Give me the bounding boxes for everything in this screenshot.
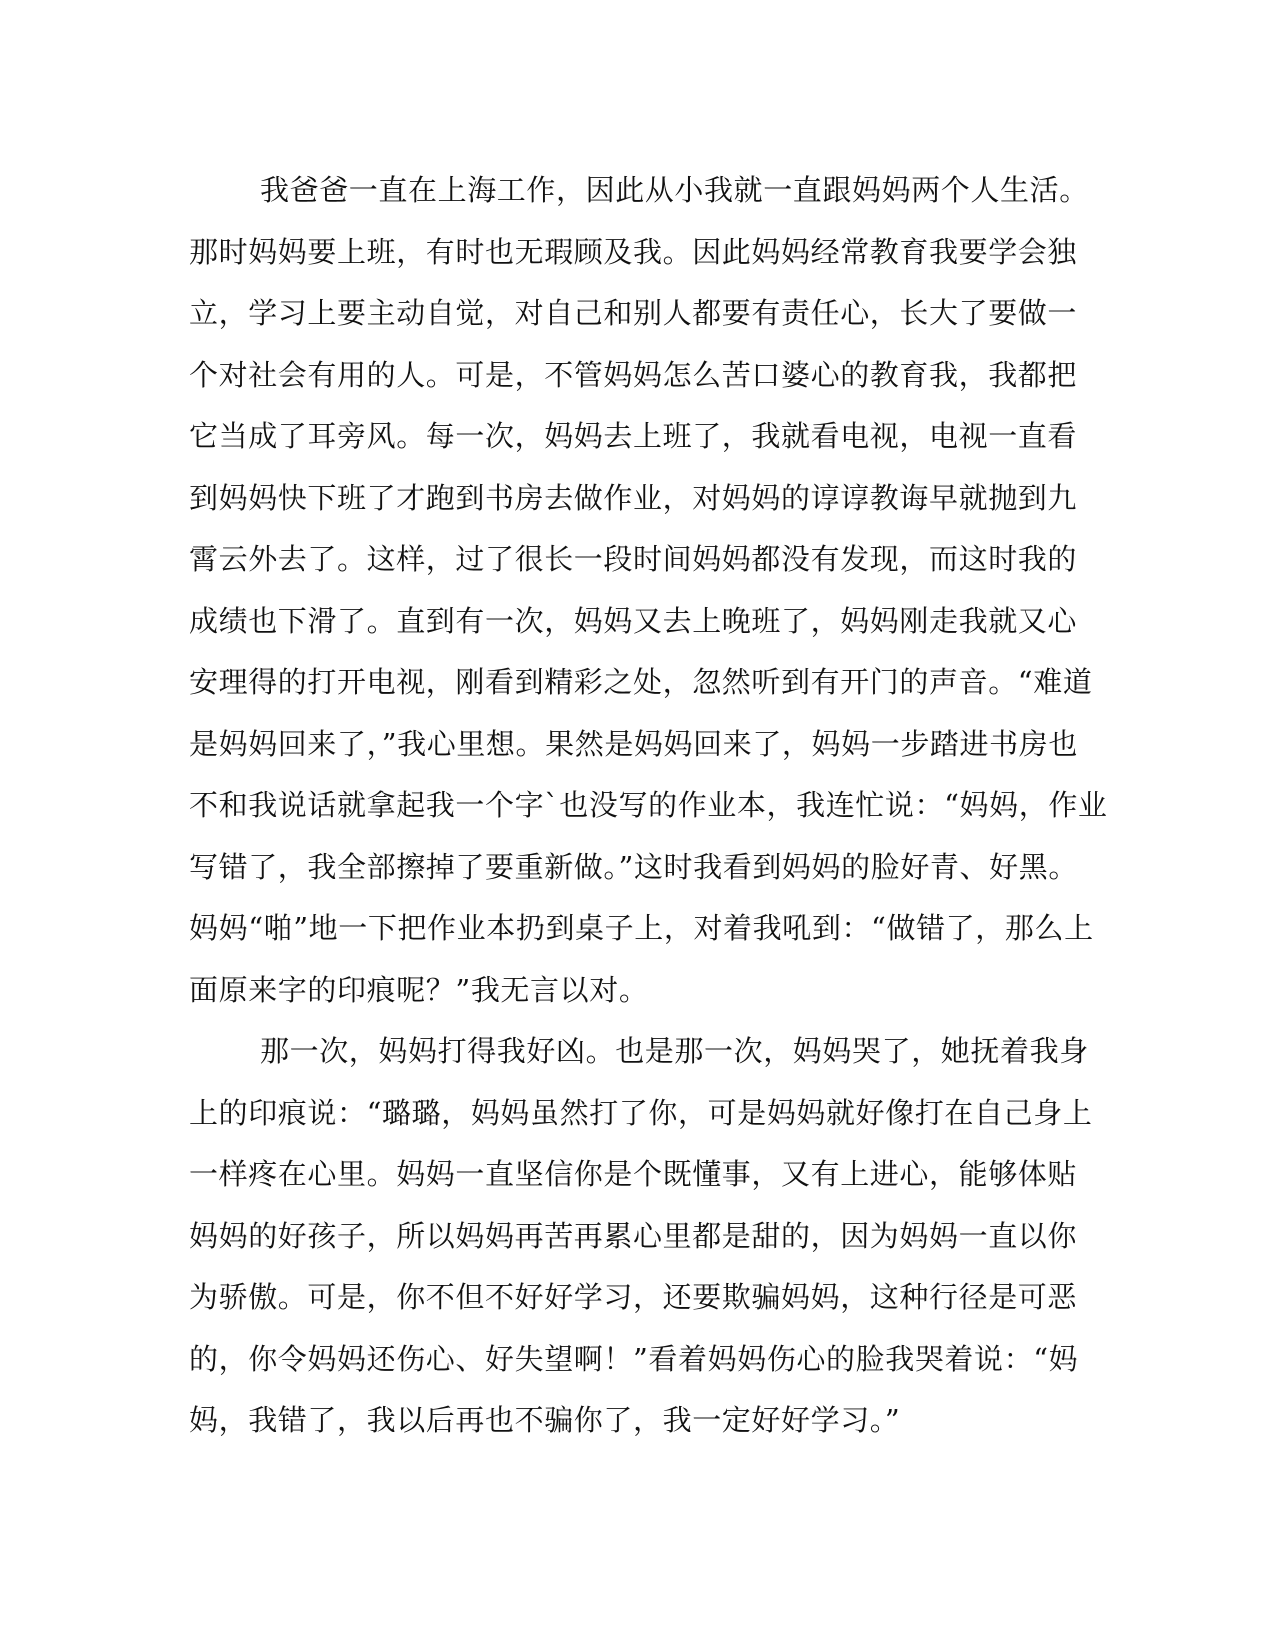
text-line: 到妈妈快下班了才跑到书房去做作业，对妈妈的谆谆教诲早就抛到九: [189, 480, 1078, 515]
text-line: 立，学习上要主动自觉，对自己和别人都要有责任心，长大了要做一: [189, 296, 1078, 330]
text-line: 写错了，我全部擦掉了要重新做。”这时我看到妈妈的脸好青、好黑。: [189, 849, 1078, 884]
text-line: 那一次，妈妈打得我好凶。也是那一次，妈妈哭了，她抚着我身: [260, 1034, 1089, 1068]
text-line: 妈妈的好孩子，所以妈妈再苦再累心里都是甜的，因为妈妈一直以你: [189, 1218, 1078, 1253]
paragraph-2: [189, 1021, 1093, 1452]
text-line: 我爸爸一直在上海工作，因此从小我就一直跟妈妈两个人生活。: [260, 173, 1089, 207]
text-line: 是妈妈回来了，”我心里想。果然是妈妈回来了，妈妈一步踏进书房也: [189, 726, 1078, 761]
text-line: 那时妈妈要上班，有时也无瑕顾及我。因此妈妈经常教育我要学会独: [189, 234, 1078, 269]
document-body: [189, 160, 1108, 1452]
text-line: 妈妈“啪”地一下把作业本扔到桌子上，对着我吼到：“做错了，那么上: [189, 911, 1094, 945]
paragraph-1: [189, 160, 1108, 1021]
text-line: 上的印痕说：“璐璐，妈妈虽然打了你，可是妈妈就好像打在自己身上: [189, 1095, 1093, 1130]
text-line: 成绩也下滑了。直到有一次，妈妈又去上晚班了，妈妈刚走我就又心: [189, 603, 1078, 638]
text-line: 一样疼在心里。妈妈一直坚信你是个既懂事，又有上进心，能够体贴: [189, 1157, 1078, 1191]
text-line: 妈，我错了，我以后再也不骗你了，我一定好好学习。”: [189, 1403, 901, 1437]
text-line: 安理得的打开电视，刚看到精彩之处，忽然听到有开门的声音。“难道: [189, 665, 1093, 699]
text-line: 为骄傲。可是，你不但不好好学习，还要欺骗妈妈，这种行径是可恶: [189, 1280, 1078, 1314]
text-line: 霄云外去了。这样，过了很长一段时间妈妈都没有发现，而这时我的: [189, 542, 1078, 576]
text-line: 面原来字的印痕呢？”我无言以对。: [189, 972, 649, 1007]
text-line: 不和我说话就拿起我一个字`也没写的作业本，我连忙说：“妈妈，作业: [189, 788, 1108, 822]
text-line: 的，你令妈妈还伤心、好失望啊！”看着妈妈伤心的脸我哭着说：“妈: [189, 1341, 1079, 1376]
text-line: 个对社会有用的人。可是，不管妈妈怎么苦口婆心的教育我，我都把: [189, 357, 1078, 392]
text-line: 它当成了耳旁风。每一次，妈妈去上班了，我就看电视，电视一直看: [189, 419, 1078, 453]
